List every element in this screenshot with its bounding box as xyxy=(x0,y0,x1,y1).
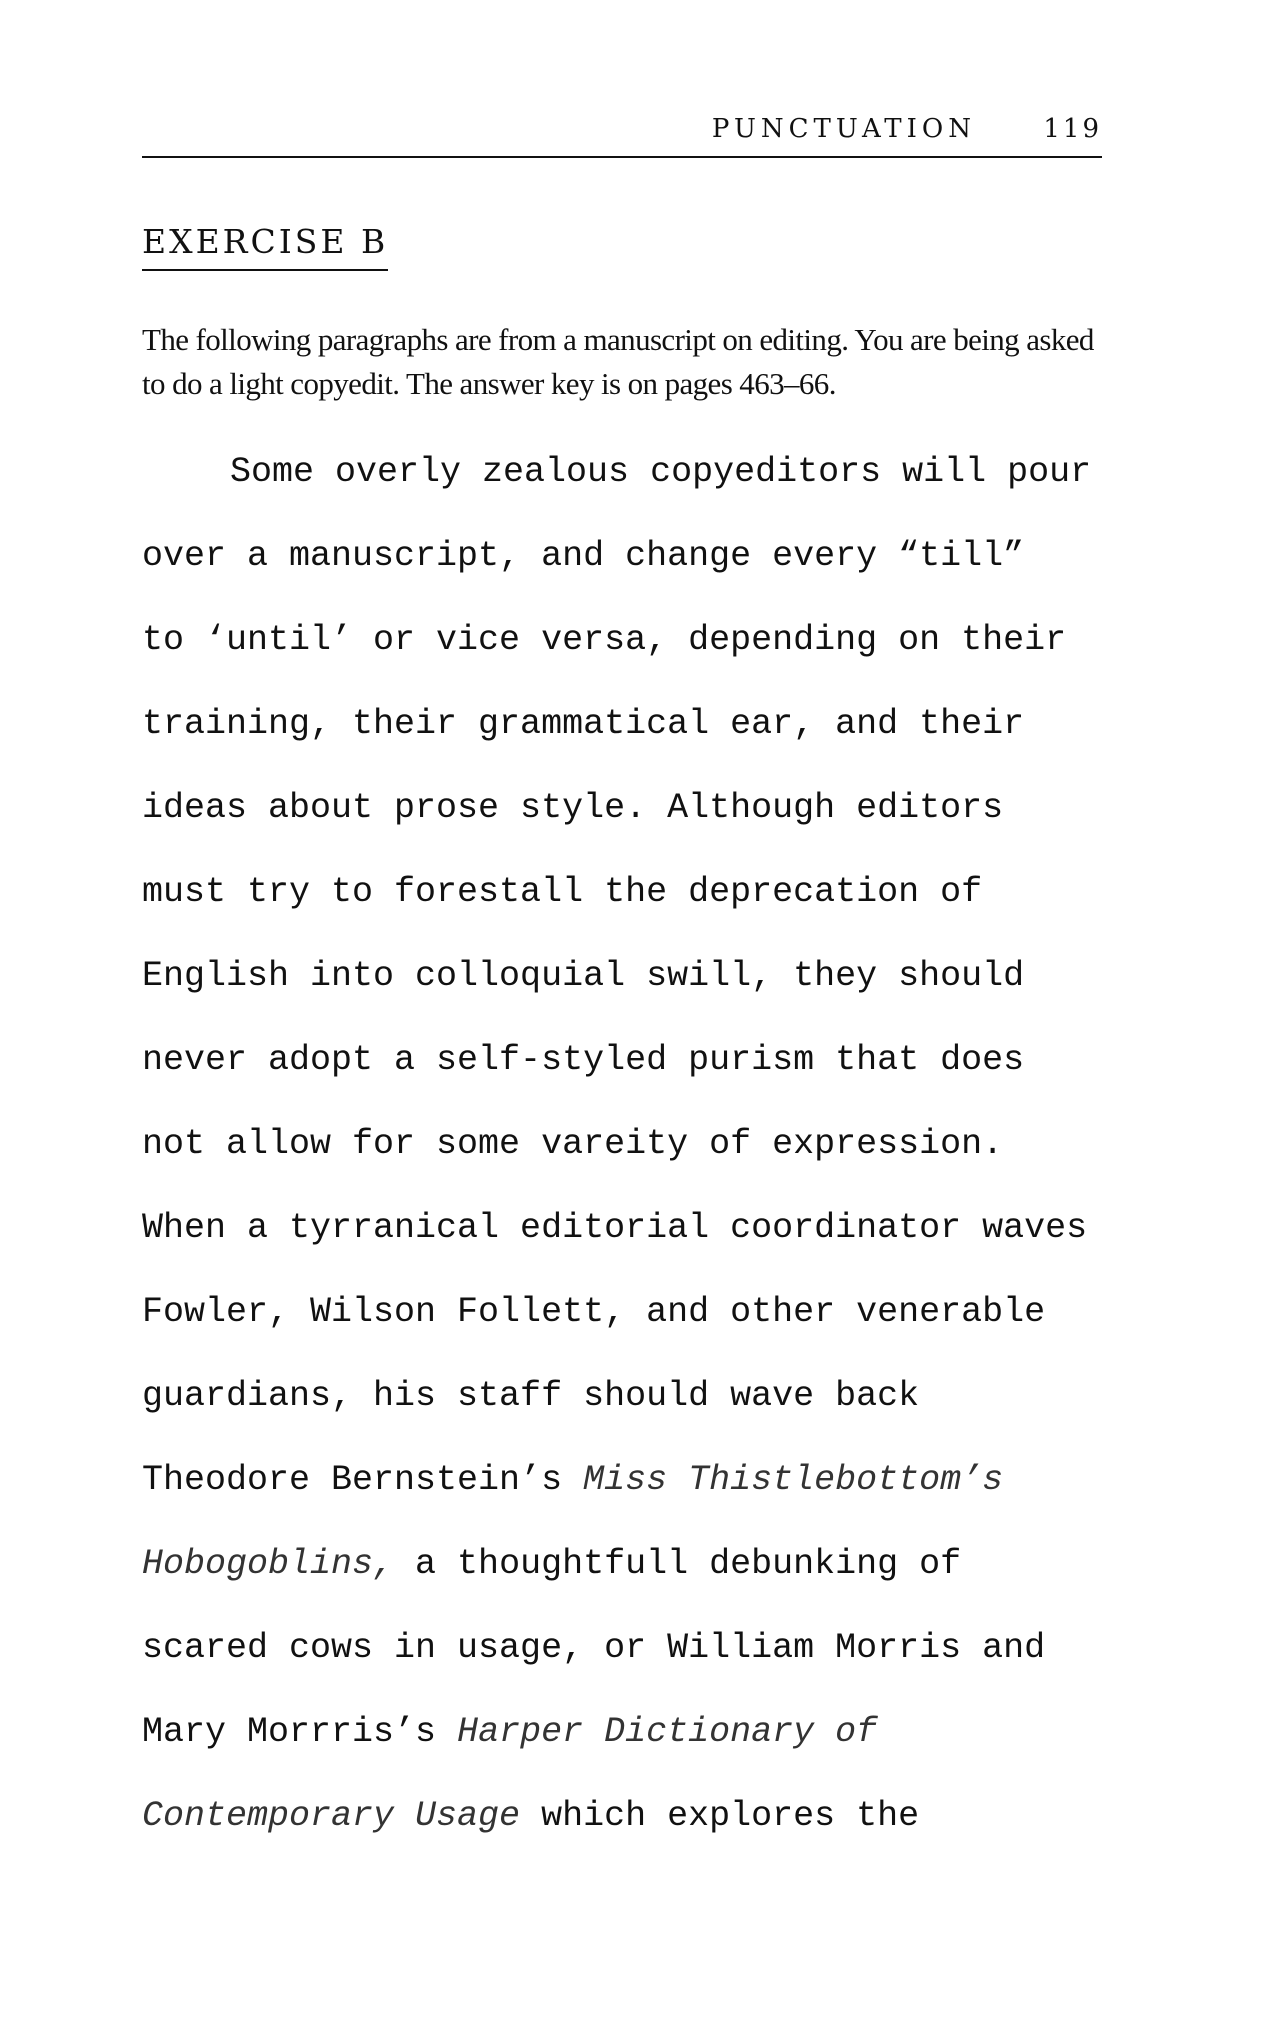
manuscript-line xyxy=(142,1534,1122,1618)
page-number: 119 xyxy=(1043,114,1102,144)
book-title-italic: Miss Thistlebottom’s xyxy=(583,1460,1004,1500)
book-title-italic: Harper Dictionary of xyxy=(457,1712,878,1752)
manuscript-line xyxy=(142,1786,1122,1870)
manuscript-line xyxy=(142,1702,1122,1786)
exercise-instructions: The following paragraphs are from a manuscript on editing. You are being asked to do a light copyedit. The answer key is on pages 463–66. xyxy=(142,322,1094,401)
manuscript-line xyxy=(142,1450,1122,1534)
line-text: Theodore Bernstein’s xyxy=(142,1460,584,1500)
manuscript-line: never adopt a self-styled purism that does xyxy=(142,1040,1025,1080)
exercise-title: EXERCISE B xyxy=(142,222,388,271)
book-title-italic: Contemporary Usage xyxy=(142,1796,521,1836)
manuscript-line: must try to forestall the deprecation of xyxy=(142,872,983,912)
manuscript-line: English into colloquial swill, they should xyxy=(142,956,1025,996)
manuscript-line: training, their grammatical ear, and their xyxy=(142,704,1025,744)
manuscript-line: ideas about prose style. Although editors xyxy=(142,788,1004,828)
manuscript-line: over a manuscript, and change every “till” xyxy=(142,536,1025,576)
manuscript-line: Fowler, Wilson Follett, and other venerable xyxy=(142,1292,1046,1332)
manuscript-line: guardians, his staff should wave back xyxy=(142,1376,920,1416)
manuscript-line: to ‘until’ or vice versa, depending on their xyxy=(142,620,1067,660)
section-name: PUNCTUATION xyxy=(711,114,976,144)
manuscript-text xyxy=(142,442,1122,1870)
manuscript-line: Some overly zealous copyeditors will pour xyxy=(230,452,1092,492)
line-text: a thoughtfull debunking of xyxy=(394,1544,962,1584)
line-text: Mary Morrris’s xyxy=(142,1712,458,1752)
line-text: which explores the xyxy=(520,1796,920,1836)
manuscript-line: When a tyrranical editorial coordinator waves xyxy=(142,1208,1088,1248)
manuscript-line: not allow for some vareity of expression. xyxy=(142,1124,1004,1164)
manuscript-line: scared cows in usage, or William Morris and xyxy=(142,1628,1046,1668)
book-title-italic: Hobogoblins, xyxy=(142,1544,395,1584)
running-header xyxy=(142,108,1102,158)
